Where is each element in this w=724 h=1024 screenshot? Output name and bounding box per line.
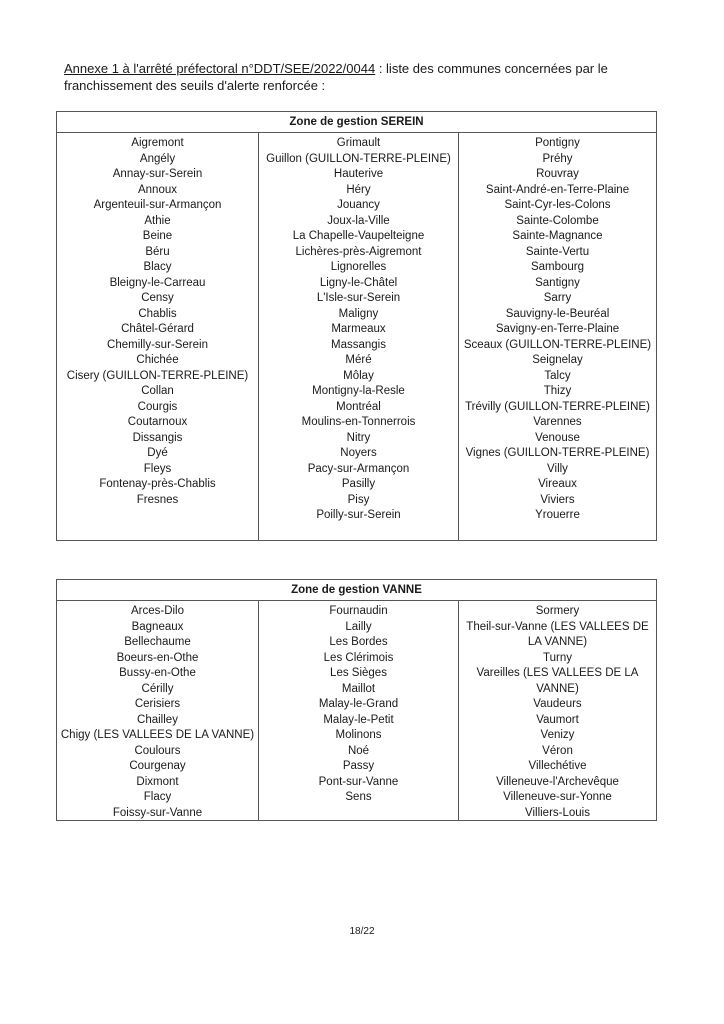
commune-name: Jouancy: [337, 199, 380, 211]
zone-table-vanne: [56, 579, 657, 821]
commune-name: Angély: [139, 152, 176, 165]
commune-column: [57, 601, 258, 820]
commune-name: Coutarnoux: [127, 416, 188, 428]
commune-name: Malay-le-Petit: [323, 713, 394, 726]
commune-name: Aigremont: [131, 137, 184, 149]
commune-name: Sceaux (GUILLON-TERRE-PLEINE): [463, 338, 652, 351]
commune-name: Courgis: [137, 400, 178, 413]
commune-name: Dissangis: [132, 431, 183, 444]
commune-name: Sainte-Vertu: [525, 245, 590, 258]
commune-name: Bagneaux: [131, 620, 184, 633]
commune-name: Châtel-Gérard: [121, 323, 194, 335]
commune-name: Chablis: [138, 307, 177, 320]
commune-name: Ligny-le-Châtel: [319, 276, 398, 289]
commune-name: Annay-sur-Serein: [112, 168, 203, 180]
commune-name: Montigny-la-Resle: [312, 385, 405, 397]
commune-name: Cerisiers: [134, 698, 181, 710]
commune-name: Malay-le-Grand: [318, 698, 399, 710]
commune-name: Montréal: [336, 400, 381, 413]
commune-name: Noyers: [340, 447, 377, 459]
commune-name: Hauterive: [333, 168, 384, 180]
commune-name: Fleys: [143, 462, 172, 475]
commune-name: Les Bordes: [329, 636, 388, 648]
commune-name: Fresnes: [136, 493, 179, 506]
commune-name: Pontigny: [535, 137, 580, 149]
commune-name: Talcy: [544, 369, 571, 382]
commune-name: Noé: [347, 744, 370, 757]
commune-name: Vaudeurs: [533, 698, 582, 710]
commune-name: Arces-Dilo: [130, 605, 185, 617]
commune-name: Athie: [144, 214, 171, 227]
commune-name: Foissy-sur-Vanne: [112, 806, 203, 819]
commune-name: Préhy: [542, 152, 573, 165]
commune-name: Môlay: [343, 369, 374, 382]
commune-name: Sainte-Magnance: [512, 230, 603, 242]
commune-name: Maligny: [338, 307, 379, 320]
commune-name: Blacy: [143, 261, 172, 273]
commune-name: Santigny: [535, 276, 580, 289]
commune-name: Savigny-en-Terre-Plaine: [495, 323, 620, 335]
commune-name: Joux-la-Ville: [327, 214, 390, 227]
commune-name: Varennes: [533, 416, 582, 428]
commune-name: La Chapelle-Vaupelteigne: [292, 230, 425, 242]
commune-name: Maillot: [341, 682, 376, 695]
decree-reference: Annexe 1 à l'arrêté préfectoral n°DDT/SEE/2022/0044: [64, 61, 376, 76]
commune-name: Vireaux: [538, 478, 577, 490]
zone-title: Zone de gestion VANNE: [57, 580, 656, 601]
commune-name: Bellechaume: [124, 636, 191, 648]
commune-name: Viviers: [540, 493, 575, 506]
commune-name: Bussy-en-Othe: [119, 667, 196, 679]
commune-name: Chailley: [137, 713, 178, 726]
commune-name: Chichée: [136, 354, 179, 366]
commune-name: Turny: [543, 651, 572, 664]
commune-name: Chemilly-sur-Serein: [107, 338, 208, 351]
commune-name: Theil-sur-Vanne (LES VALLEES DE LA VANNE): [466, 620, 649, 648]
commune-name: Seignelay: [532, 354, 583, 366]
commune-name: Villeneuve-sur-Yonne: [503, 791, 612, 803]
commune-name: Marmeaux: [331, 323, 386, 335]
commune-name: Thizy: [543, 385, 572, 397]
commune-name: Les Sièges: [330, 667, 387, 679]
commune-name: Pacy-sur-Armançon: [307, 462, 410, 475]
commune-name: Cérilly: [141, 682, 174, 695]
commune-column: [258, 601, 458, 820]
commune-name: Yrouerre: [535, 509, 580, 521]
commune-name: Véron: [542, 744, 573, 757]
intro-text: : liste des communes concernées par le franchissement des seuils d'alerte renforcée :: [64, 61, 608, 93]
commune-name: Sens: [345, 791, 372, 803]
commune-name: Venouse: [535, 431, 580, 444]
commune-name: Nitry: [346, 431, 371, 444]
commune-name: Saint-André-en-Terre-Plaine: [485, 183, 630, 196]
commune-name: Lichères-près-Aigremont: [295, 245, 422, 258]
commune-name: Trévilly (GUILLON-TERRE-PLEINE): [465, 400, 650, 413]
commune-name: Lignorelles: [330, 261, 387, 273]
commune-name: Béru: [145, 245, 170, 258]
commune-name: Sarry: [543, 292, 572, 304]
commune-name: Grimault: [336, 137, 381, 149]
commune-name: Fontenay-près-Chablis: [99, 478, 216, 490]
commune-name: Passy: [342, 760, 375, 772]
commune-name: Vaumort: [536, 713, 579, 726]
commune-name: Villechétive: [528, 760, 587, 772]
commune-name: Bleigny-le-Carreau: [109, 276, 206, 289]
commune-name: Molinons: [335, 729, 382, 741]
commune-name: Cisery (GUILLON-TERRE-PLEINE): [66, 369, 249, 382]
commune-name: Coulours: [134, 744, 181, 757]
commune-name: Sainte-Colombe: [516, 214, 599, 227]
zone-table-serein: [56, 111, 657, 541]
commune-column: [57, 133, 258, 540]
commune-name: Villeneuve-l'Archevêque: [496, 775, 619, 788]
commune-name: Sauvigny-le-Beuréal: [505, 307, 610, 320]
commune-name: Villiers-Louis: [525, 806, 590, 819]
commune-name: Massangis: [331, 338, 386, 351]
commune-name: Argenteuil-sur-Armançon: [93, 199, 222, 211]
commune-name: Sambourg: [530, 261, 585, 273]
commune-column: [458, 601, 656, 820]
commune-column: [458, 133, 656, 540]
commune-name: Vignes (GUILLON-TERRE-PLEINE): [465, 447, 650, 459]
commune-name: Pisy: [347, 493, 370, 506]
commune-name: Héry: [346, 183, 371, 196]
commune-name: Moulins-en-Tonnerrois: [301, 416, 416, 428]
commune-name: Guillon (GUILLON-TERRE-PLEINE): [266, 152, 451, 165]
commune-name: Chigy (LES VALLEES DE LA VANNE): [60, 729, 255, 741]
commune-name: Pasilly: [341, 478, 376, 490]
intro-paragraph: [64, 60, 654, 94]
commune-name: Méré: [345, 354, 372, 366]
commune-name: Flacy: [143, 791, 172, 803]
commune-name: Les Clérimois: [323, 651, 394, 664]
commune-name: Collan: [141, 385, 174, 397]
commune-name: Dyé: [147, 447, 168, 459]
commune-name: Saint-Cyr-les-Colons: [504, 199, 611, 211]
commune-name: Vareilles (LES VALLEES DE LA VANNE): [476, 667, 639, 695]
page-number: 18/22: [349, 926, 375, 937]
commune-name: Villy: [547, 462, 568, 475]
commune-column: [258, 133, 458, 540]
commune-name: Lailly: [345, 620, 372, 633]
commune-name: Poilly-sur-Serein: [316, 509, 401, 521]
zone-title: Zone de gestion SEREIN: [57, 112, 656, 133]
commune-name: Dixmont: [136, 775, 179, 788]
commune-name: Fournaudin: [329, 605, 388, 617]
commune-name: Venizy: [540, 729, 575, 741]
commune-name: Beine: [142, 230, 173, 242]
commune-name: L'Isle-sur-Serein: [316, 292, 401, 304]
commune-name: Sormery: [535, 605, 580, 617]
commune-name: Rouvray: [536, 168, 579, 180]
commune-name: Censy: [141, 292, 174, 304]
commune-name: Courgenay: [129, 760, 186, 772]
commune-name: Pont-sur-Vanne: [318, 775, 399, 788]
commune-name: Annoux: [137, 183, 177, 196]
commune-name: Boeurs-en-Othe: [116, 651, 199, 664]
